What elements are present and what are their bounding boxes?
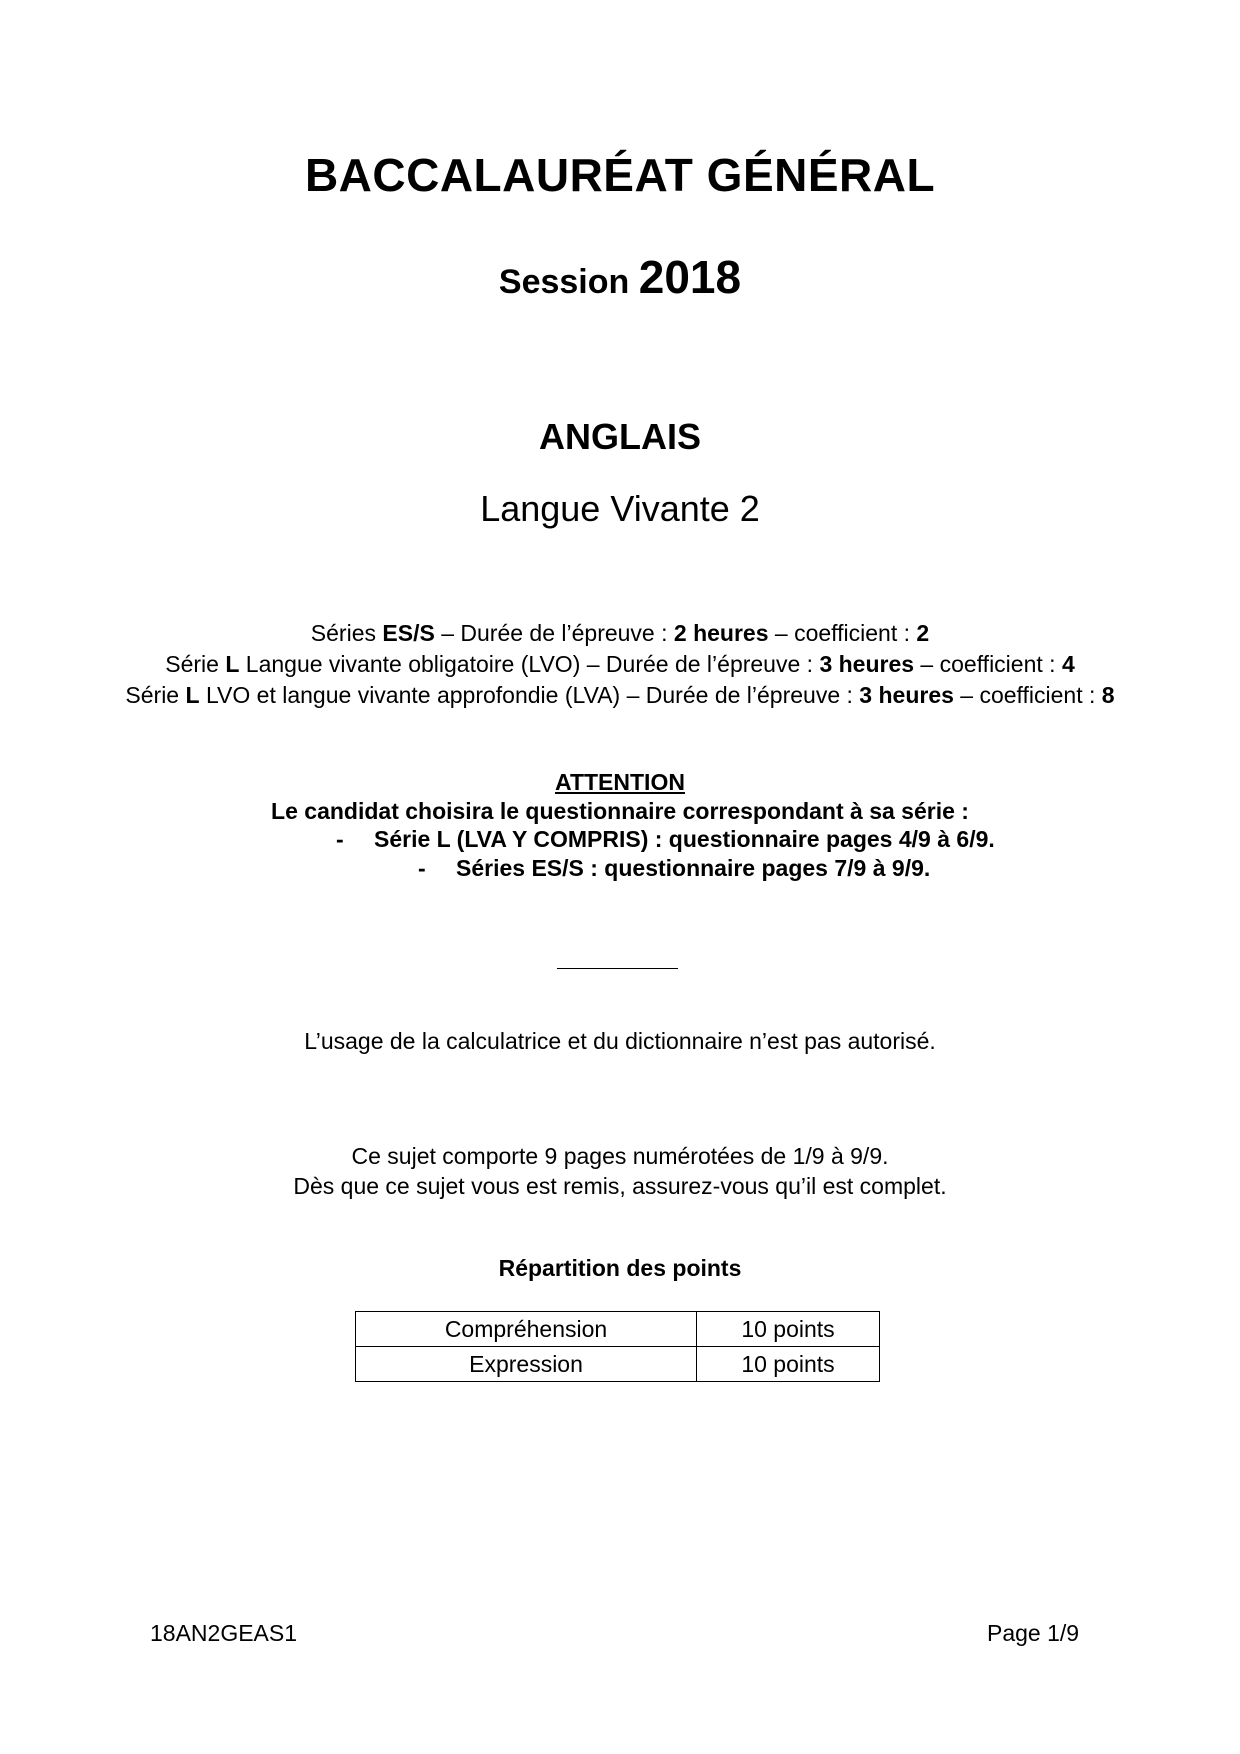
subject-level: Langue Vivante 2 bbox=[480, 488, 760, 529]
session-line bbox=[0, 250, 1240, 304]
bullet-dash: - bbox=[418, 855, 426, 881]
points-table bbox=[355, 1311, 880, 1382]
attention-item bbox=[336, 826, 995, 853]
attention-intro: Le candidat choisira le questionnaire correspondant à sa série : bbox=[271, 798, 969, 824]
pages-note bbox=[0, 1141, 1240, 1201]
session-label: Session bbox=[498, 263, 630, 301]
footer-page-number: Page 1/9 bbox=[987, 1620, 1080, 1646]
attention-block bbox=[0, 768, 1240, 826]
series-row: Séries ES/S – Durée de l’épreuve : 2 heures – coefficient : 2 bbox=[310, 620, 930, 646]
footer-code: 18AN2GEAS1 bbox=[150, 1620, 298, 1646]
table-cell-label: Compréhension bbox=[356, 1312, 697, 1347]
pages-note-line1: Ce sujet comporte 9 pages numérotées de 1/9 à 9/9. bbox=[351, 1143, 889, 1169]
series-info bbox=[0, 618, 1240, 711]
table-row bbox=[356, 1347, 880, 1382]
repartition-title: Répartition des points bbox=[498, 1255, 742, 1281]
attention-item-text: Série L (LVA Y COMPRIS) : questionnaire pages 4/9 à 6/9. bbox=[374, 826, 995, 852]
attention-item-text: Séries ES/S : questionnaire pages 7/9 à 9/9. bbox=[456, 855, 931, 881]
series-row: Série L Langue vivante obligatoire (LVO) – Durée de l’épreuve : 3 heures – coefficient : 4 bbox=[165, 651, 1075, 677]
table-cell-points: 10 points bbox=[697, 1312, 880, 1347]
usage-note: L’usage de la calculatrice et du dictionnaire n’est pas autorisé. bbox=[304, 1028, 936, 1054]
attention-item bbox=[418, 855, 930, 882]
table-row bbox=[356, 1312, 880, 1347]
subject-name: ANGLAIS bbox=[539, 416, 701, 457]
attention-heading: ATTENTION bbox=[555, 769, 685, 795]
session-year: 2018 bbox=[638, 251, 742, 303]
series-row: Série L LVO et langue vivante approfondie (LVA) – Durée de l’épreuve : 3 heures – coefficient : 8 bbox=[125, 682, 1115, 708]
separator-line bbox=[557, 968, 678, 969]
bullet-dash: - bbox=[336, 826, 344, 852]
table-cell-points: 10 points bbox=[697, 1347, 880, 1382]
table-cell-label: Expression bbox=[356, 1347, 697, 1382]
exam-title: BACCALAURÉAT GÉNÉRAL bbox=[304, 149, 936, 201]
pages-note-line2: Dès que ce sujet vous est remis, assurez-vous qu’il est complet. bbox=[293, 1173, 947, 1199]
